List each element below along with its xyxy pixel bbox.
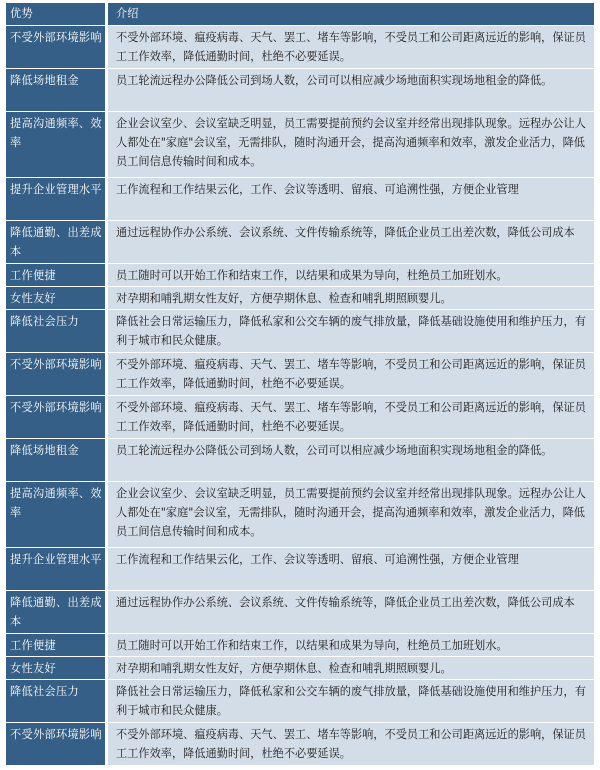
table-row xyxy=(6,548,594,591)
table-row xyxy=(6,591,594,634)
description-cell: 不受外部环境、瘟疫病毒、天气、罢工、堵车等影响，不受员工和公司距离远近的影响，保证员工工作效率，降低通勤时间，杜绝不必要延误。 xyxy=(108,723,594,765)
table-row xyxy=(6,287,594,310)
advantage-cell: 提高沟通频率、效率 xyxy=(6,112,108,177)
advantage-cell: 不受外部环境影响 xyxy=(6,723,108,765)
table-row xyxy=(6,353,594,396)
table-row xyxy=(6,723,594,766)
description-cell: 不受外部环境、瘟疫病毒、天气、罢工、堵车等影响，不受员工和公司距离远近的影响，保证员工工作效率，降低通勤时间，杜绝不必要延误。 xyxy=(108,353,594,395)
description-cell: 对孕期和哺乳期女性友好，方便孕期休息、检查和哺乳期照顾婴儿。 xyxy=(108,657,594,679)
description-cell: 员工随时可以开始工作和结束工作，以结果和成果为导向，杜绝员工加班划水。 xyxy=(108,634,594,656)
header-description: 介绍 xyxy=(116,7,139,20)
description-cell: 员工轮流远程办公降低公司到场人数，公司可以相应减少场地面积实现场地租金的降低。 xyxy=(108,69,594,111)
table-row xyxy=(6,178,594,221)
description-cell: 不受外部环境、瘟疫病毒、天气、罢工、堵车等影响，不受员工和公司距离远近的影响，保证员工工作效率，降低通勤时间，杜绝不必要延误。 xyxy=(108,396,594,438)
table-row xyxy=(6,657,594,680)
description-cell: 工作流程和工作结果云化，工作、会议等透明、留痕、可追溯性强，方便企业管理 xyxy=(108,178,594,220)
advantage-cell: 降低社会压力 xyxy=(6,680,108,722)
description-cell: 企业会议室少、会议室缺乏明显，员工需要提前预约会议室并经常出现排队现象。远程办公让人人都处在"家庭"会议室，无需排队，随时沟通开会，提高沟通频率和效率，激发企业活力，降低员工间信息传输时间和成本。 xyxy=(108,112,594,177)
description-cell: 企业会议室少、会议室缺乏明显，员工需要提前预约会议室并经常出现排队现象。远程办公让人人都处在"家庭"会议室，无需排队，随时沟通开会，提高沟通频率和效率，激发企业活力，降低员工间信息传输时间和成本。 xyxy=(108,482,594,547)
table-row xyxy=(6,264,594,287)
table-row xyxy=(6,680,594,723)
advantage-cell: 降低通勤、出差成本 xyxy=(6,221,108,263)
advantage-cell: 降低场地租金 xyxy=(6,439,108,481)
table-row xyxy=(6,69,594,112)
advantage-cell: 工作便捷 xyxy=(6,264,108,286)
table-row xyxy=(6,112,594,178)
advantage-cell: 降低场地租金 xyxy=(6,69,108,111)
table-row xyxy=(6,26,594,69)
advantage-cell: 工作便捷 xyxy=(6,634,108,656)
table-row xyxy=(6,310,594,353)
advantage-cell: 提升企业管理水平 xyxy=(6,548,108,590)
advantage-cell: 提升企业管理水平 xyxy=(6,178,108,220)
description-cell: 通过远程协作办公系统、会议系统、文件传输系统等，降低企业员工出差次数，降低公司成本 xyxy=(108,221,594,263)
advantage-cell: 女性友好 xyxy=(6,657,108,679)
advantage-cell: 降低社会压力 xyxy=(6,310,108,352)
table-row xyxy=(6,221,594,264)
table-row xyxy=(6,396,594,439)
description-cell: 降低社会日常运输压力，降低私家和公交车辆的废气排放量，降低基础设施使用和维护压力，有利于城市和民众健康。 xyxy=(108,680,594,722)
table-row xyxy=(6,482,594,548)
table-row xyxy=(6,634,594,657)
advantage-cell: 不受外部环境影响 xyxy=(6,26,108,68)
description-cell: 员工随时可以开始工作和结束工作，以结果和成果为导向，杜绝员工加班划水。 xyxy=(108,264,594,286)
description-cell: 不受外部环境、瘟疫病毒、天气、罢工、堵车等影响，不受员工和公司距离远近的影响，保证员工工作效率，降低通勤时间，杜绝不必要延误。 xyxy=(108,26,594,68)
advantage-cell: 不受外部环境影响 xyxy=(6,396,108,438)
description-cell: 工作流程和工作结果云化，工作、会议等透明、留痕、可追溯性强，方便企业管理 xyxy=(108,548,594,590)
advantage-cell: 提高沟通频率、效率 xyxy=(6,482,108,547)
advantages-table xyxy=(6,3,594,767)
description-cell: 对孕期和哺乳期女性友好，方便孕期休息、检查和哺乳期照顾婴儿。 xyxy=(108,287,594,309)
header-advantage: 优势 xyxy=(6,3,108,25)
table-body xyxy=(6,26,594,766)
advantage-cell: 降低通勤、出差成本 xyxy=(6,591,108,633)
table-header xyxy=(6,3,594,26)
description-cell: 降低社会日常运输压力，降低私家和公交车辆的废气排放量，降低基础设施使用和维护压力，有利于城市和民众健康。 xyxy=(108,310,594,352)
description-cell: 通过远程协作办公系统、会议系统、文件传输系统等，降低企业员工出差次数，降低公司成本 xyxy=(108,591,594,633)
table-row xyxy=(6,439,594,482)
advantage-cell: 不受外部环境影响 xyxy=(6,353,108,395)
description-cell: 员工轮流远程办公降低公司到场人数，公司可以相应减少场地面积实现场地租金的降低。 xyxy=(108,439,594,481)
advantage-cell: 女性友好 xyxy=(6,287,108,309)
